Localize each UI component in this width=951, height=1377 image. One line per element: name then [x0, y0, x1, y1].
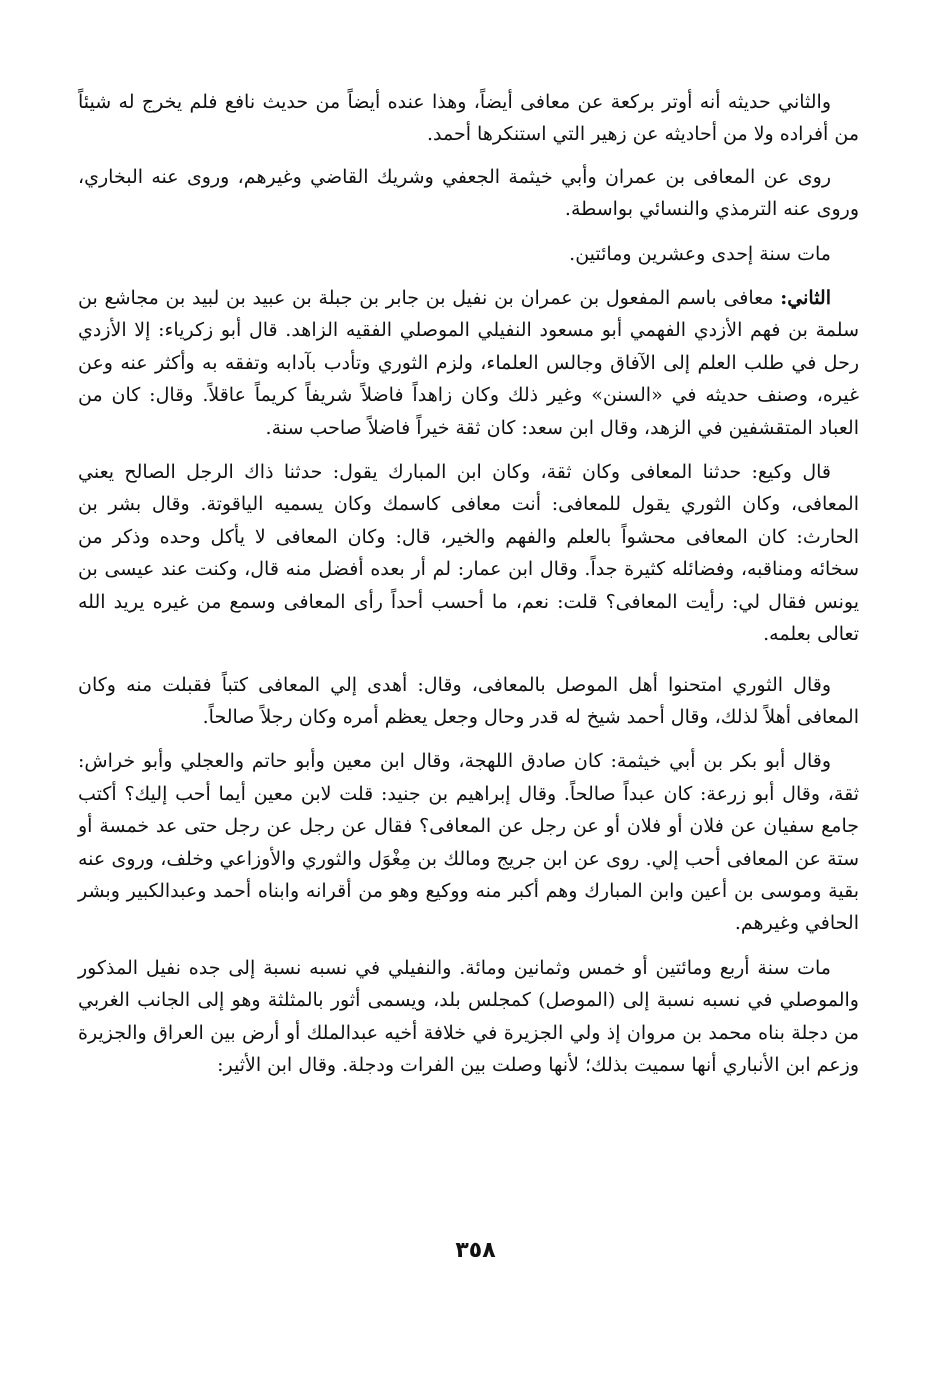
paragraph-8-text: مات سنة أربع ومائتين أو خمس وثمانين ومائة. والنفيلي في نسبه نسبة إلى جده نفيل المذكور والموصلي في نسبه نسبة إلى (الموصل) كمجلس بلد، ويسمى أثور بالمثلثة وهو إلى الجانب الغربي من دجلة بناه محمد بن مروان إذ ولي الجزيرة في خلافة أخيه عبدالملك أو أرض بين العراق والجزيرة وزعم ابن الأنباري أنها سميت بذلك؛ لأنها وصلت بين الفرات ودجلة. وقال ابن الأثير:: [78, 956, 859, 1076]
page-body: [78, 86, 859, 1093]
paragraph-6: [78, 669, 859, 734]
paragraph-1-text: والثاني حديثه أنه أوتر بركعة عن معافى أيضاً، وهذا عنده أيضاً من حديث نافع فلم يخرج له شيئاً من أفراده ولا من أحاديثه عن زهير التي استنكرها أحمد.: [78, 91, 859, 146]
paragraph-1: [78, 86, 859, 151]
paragraph-3: [78, 238, 859, 270]
paragraph-5: [78, 456, 859, 650]
paragraph-4-text: معافى باسم المفعول بن عمران بن نفيل بن جابر بن جبلة بن عبيد بن لبيد بن مجاشع بن سلمة بن فهم الأزدي الفهمي أبو مسعود النفيلي الموصلي الفقيه الزاهد. قال أبو زكرياء: إلا الأزدي رحل في طلب العلم إلى الآفاق وجالس العلماء، ولزم الثوري وتأدب بآدابه وتفقه به وأكثر عنه وعن غيره، وصنف حديثه في «السنن» وغير ذلك وكان زاهداً فاضلاً شريفاً كريماً عاقلاً. وقال: كان من العباد المتقشفين في الزهد، وقال ابن سعد: كان ثقة خيراً فاضلاً صاحب سنة.: [78, 287, 859, 439]
paragraph-7: [78, 745, 859, 939]
paragraph-2: [78, 161, 859, 226]
paragraph-8: [78, 952, 859, 1082]
paragraph-4-lead: الثاني:: [780, 287, 831, 310]
paragraph-5-text: قال وكيع: حدثنا المعافى وكان ثقة، وكان ابن المبارك يقول: حدثنا ذاك الرجل الصالح يعني المعافى، وكان الثوري يقول للمعافى: أنت معافى كاسمك وكان يسميه الياقوتة. وقال بشر بن الحارث: كان المعافى محشواً بالعلم والفهم والخير، قال: وكان المعافى لا يأكل وحده وذكر من سخائه ومناقبه، وفضائله كثيرة جداً. وقال ابن عمار: لم أر بعده أفضل منه قال، وكنت عند عيسى بن يونس فقال لي: رأيت المعافى؟ قلت: نعم، ما أحسب أحداً رأى المعافى وسمع من غيره يريد الله تعالى بعلمه.: [78, 461, 860, 646]
paragraph-6-text: وقال الثوري امتحنوا أهل الموصل بالمعافى، وقال: أهدى إلي المعافى كتباً فقبلت منه وكان المعافى أهلاً لذلك، وقال أحمد شيخ له قدر وحال وجعل يعظم أمره وكان رجلاً صالحاً.: [78, 673, 859, 728]
paragraph-4: [78, 282, 859, 444]
page-number: ٣٥٨: [455, 1238, 496, 1263]
paragraph-7-text: وقال أبو بكر بن أبي خيثمة: كان صادق اللهجة، وقال ابن معين وأبو حاتم والعجلي وأبو خراش: ثقة، وقال أبو زرعة: كان عبداً صالحاً. وقال إبراهيم بن جنيد: قلت لابن معين أيما أحب إليك؟ أكتب جامع سفيان عن فلان أو فلان أو عن رجل عن المعافى؟ فقال عن رجل عن رجل حتى عد خمسة أو ستة عن المعافى أحب إلي. روى عن ابن جريج ومالك بن مِغْوَل والثوري والأوزاعي وخلف، وروى عنه بقية وموسى بن أعين وابن المبارك وهم أكبر منه ووكيع وهو من أقرانه وابناه أحمد وعبدالكبير وبشر الحافي وغيرهم.: [78, 750, 859, 935]
paragraph-3-text: مات سنة إحدى وعشرين ومائتين.: [569, 242, 831, 265]
paragraph-2-text: روى عن المعافى بن عمران وأبي خيثمة الجعفي وشريك القاضي وغيرهم، وروى عنه البخاري، وروى عنه الترمذي والنسائي بواسطة.: [78, 165, 859, 221]
